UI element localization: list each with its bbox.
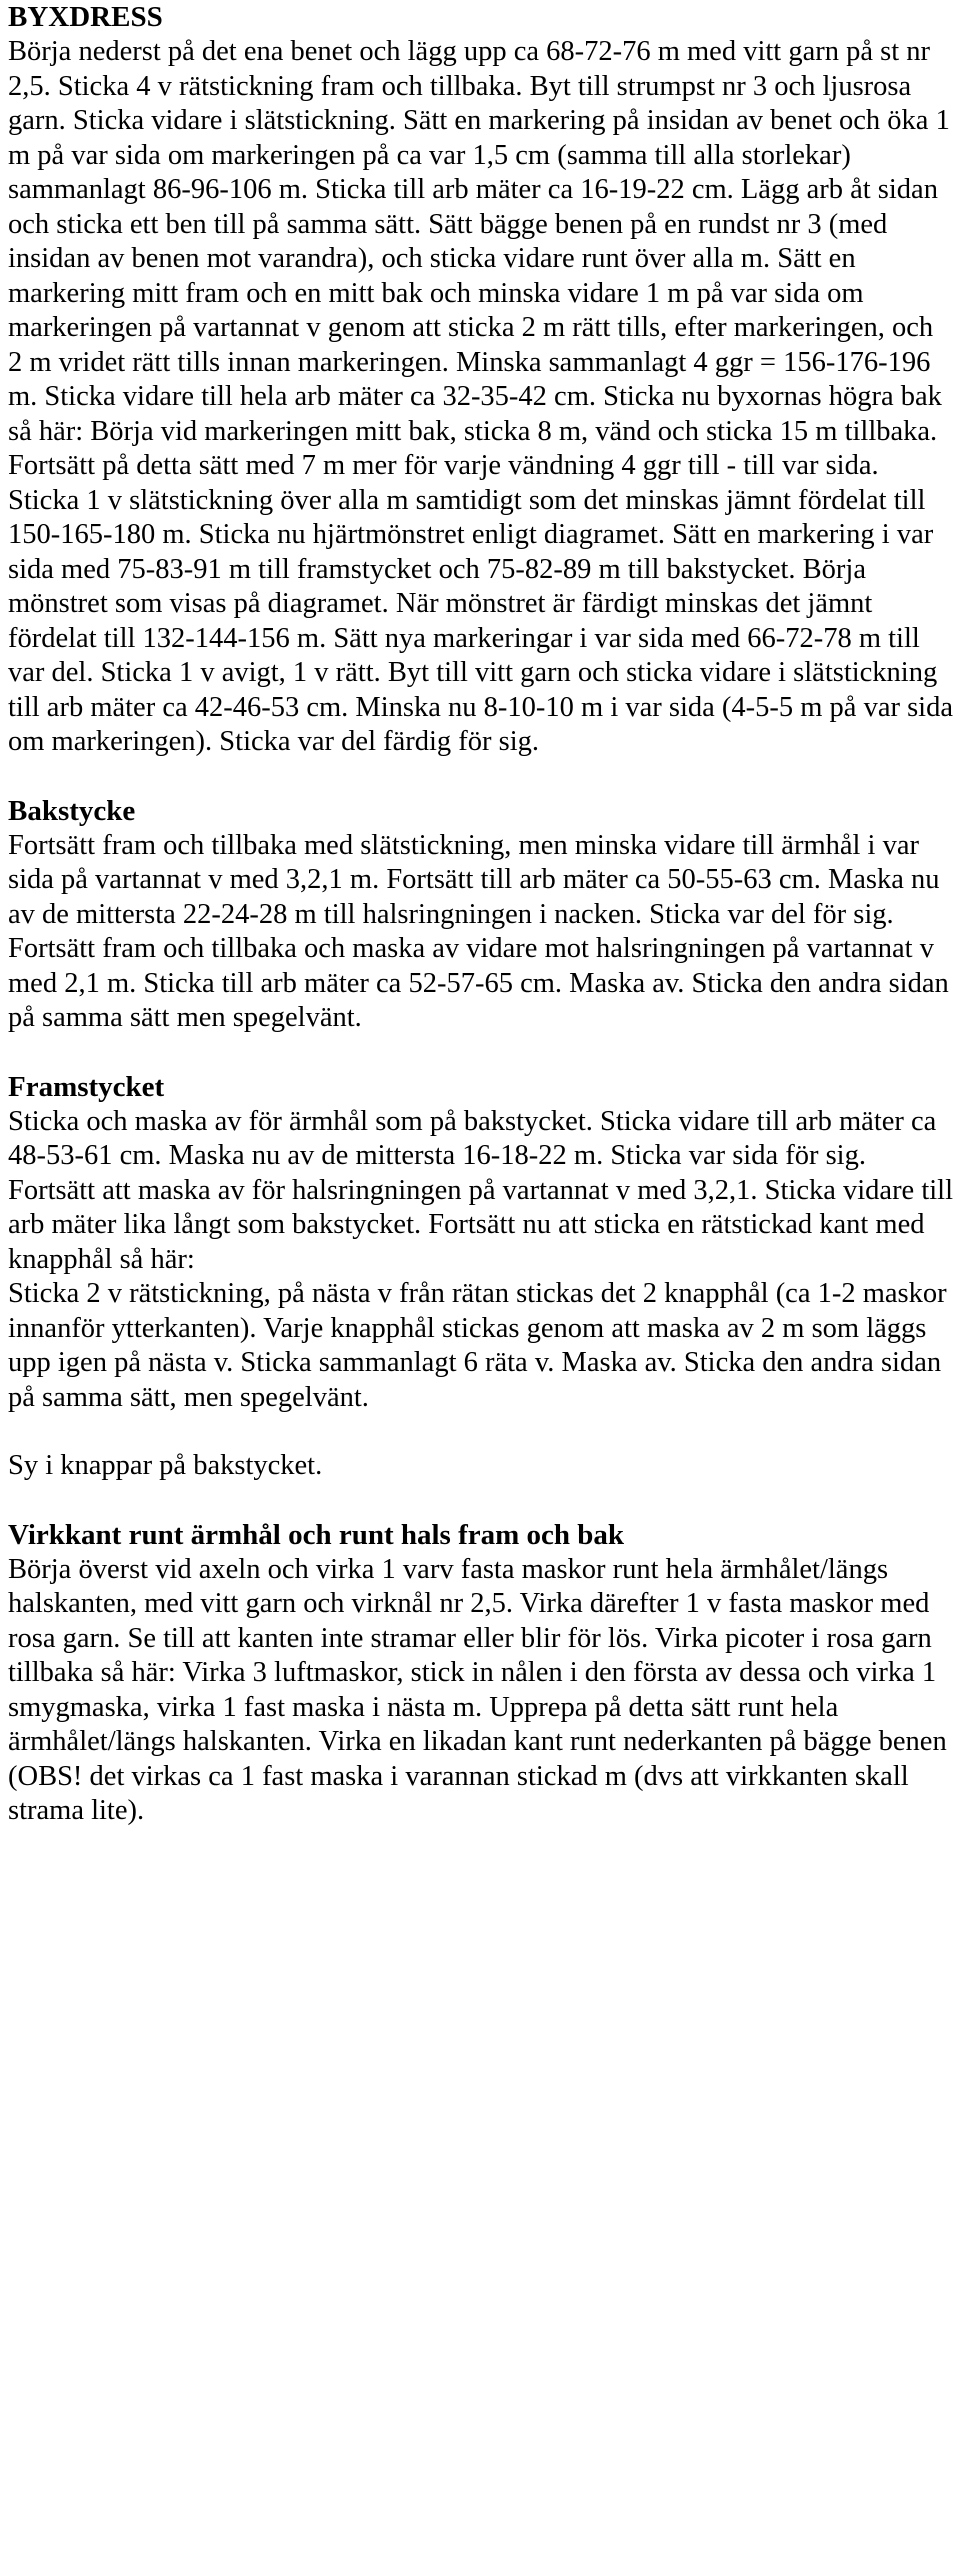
section-framstycket [8,1070,960,1416]
section-spacer [8,1484,960,1518]
paragraph-framstycket: Sticka och maska av för ärmhål som på bakstycket. Sticka vidare till arb mäter ca 48-53-61 cm. Maska nu av de mittersta 16-18-22 m. Sticka var sida för sig. Fortsätt att maska av för halsringningen på vartannat v med 3,2,1. Sticka vidare till arb mäter lika långt som bakstycket. Fortsätt nu att sticka en rätstickad kant med knapphål så här: [8,1105,954,1275]
heading-bakstycke: Bakstycke [8,794,136,827]
paragraph-bakstycke: Fortsätt fram och tillbaka med slätstickning, men minska vidare till ärmhål i var sida på vartannat v med 3,2,1 m. Fortsätt till arb mäter ca 50-55-63 cm. Maska nu av de mittersta 22-24-28 m till halsringningen i nacken. Sticka var del för sig. Fortsätt fram och tillbaka och maska av vidare mot halsringningen på vartannat v med 2,1 m. Sticka till arb mäter ca 52-57-65 cm. Maska av. Sticka den andra sidan på samma sätt men spegelvänt. [8,829,949,1033]
heading-virkkant: Virkkant runt ärmhål och runt hals fram och bak [8,1518,625,1551]
paragraph-virkkant: Börja överst vid axeln och virka 1 varv fasta maskor runt hela ärmhålet/längs halskanten, med vitt garn och virknål nr 2,5. Virka därefter 1 v fasta maskor med rosa garn. Se till att kanten inte stramar eller blir för lös. Virka picoter i rosa garn tillbaka så här: Virka 3 luftmaskor, stick in nålen i den första av dessa och virka 1 smygmaska, virka 1 fast maska i nästa m. Upprepa på detta sätt runt hela ärmhålet/längs halskanten. Virka en likadan kant runt nederkanten på bägge benen (OBS! det virkas ca 1 fast maska i varannan stickad m (dvs att virkkanten skall strama lite). [8,1553,947,1826]
section-spacer [8,1415,960,1449]
paragraph-byxdress: Börja nederst på det ena benet och lägg upp ca 68-72-76 m med vitt garn på st nr 2,5. Sticka 4 v rätstickning fram och tillbaka. Byt till strumpst nr 3 och ljusrosa garn. Sticka vidare i slätstickning. Sätt en markering på insidan av benet och öka 1 m på var sida om markeringen på ca var 1,5 cm (samma till alla storlekar) sammanlagt 86-96-106 m. Sticka till arb mäter ca 16-19-22 cm. Lägg arb åt sidan och sticka ett ben till på samma sätt. Sätt bägge benen på en rundst nr 3 (med insidan av benen mot varandra), och sticka vidare runt över alla m. Sätt en markering mitt fram och en mitt bak och minska vidare 1 m på var sida om markeringen på vartannat v genom att sticka 2 m rätt tills, efter markeringen, och 2 m vridet rätt tills innan markeringen. Minska sammanlagt 4 ggr = 156-176-196 m. Sticka vidare till hela arb mäter ca 32-35-42 cm. Sticka nu byxornas högra bak så här: Börja vid markeringen mitt bak, sticka 8 m, vänd och sticka 15 m tillbaka. Fortsätt på detta sätt med 7 m mer för varje vändning 4 ggr till - till var sida. Sticka 1 v slätstickning över alla m samtidigt som det minskas jämnt fördelat till 150-165-180 m. Sticka nu hjärtmönstret enligt diagramet. Sätt en markering i var sida med 75-83-91 m till framstycket och 75-82-89 m till bakstycket. Börja mönstret som visas på diagramet. När mönstret är färdigt minskas det jämnt fördelat till 132-144-156 m. Sätt nya markeringar i var sida med 66-72-78 m till var del. Sticka 1 v avigt, 1 v rätt. Byt till vitt garn och sticka vidare i slätstickning till arb mäter ca 42-46-53 cm. Minska nu 8-10-10 m i var sida (4-5-5 m på var sida om markeringen). Sticka var del färdig för sig. [8,36,953,757]
paragraph-buttons: Sy i knappar på bakstycket. [8,1450,323,1481]
section-virkkant [8,1518,960,1829]
heading-byxdress: BYXDRESS [8,1,163,33]
paragraph-framstycket-buttonholes: Sticka 2 v rätstickning, på nästa v från rätan stickas det 2 knapphål (ca 1-2 maskor innanför ytterkanten). Varje knapphål stickas genom att maska av 2 m som läggs upp igen på nästa v. Sticka sammanlagt 6 räta v. Maska av. Sticka den andra sidan på samma sätt, men spegelvänt. [8,1278,947,1413]
section-bakstycke [8,794,960,1036]
section-byxdress [8,0,960,760]
section-spacer [8,1036,960,1070]
heading-framstycket: Framstycket [8,1070,165,1103]
section-spacer [8,760,960,794]
section-buttons [8,1449,960,1484]
